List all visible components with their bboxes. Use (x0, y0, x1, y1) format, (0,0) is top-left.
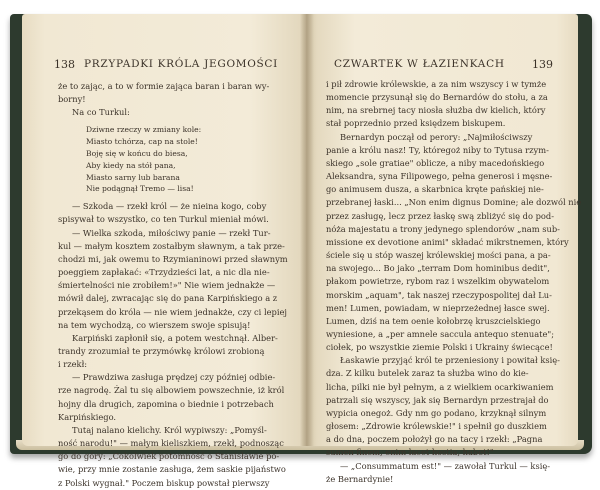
text-line: Łaskawie przyjąć król te przeniesiony i powitał księ- (340, 355, 560, 366)
text-line: trandy zrozumiał te przymówkę królowi zrobioną (58, 345, 265, 356)
text-line: Aby kiedy na stół pana, (86, 160, 176, 170)
text-line: wypicia onegoż. Gdy nm go podano, krzyknął silnym (326, 407, 547, 418)
text-line: Nie podągnął Tremo — lisa! (86, 184, 194, 194)
text-line: spisywał to wszystko, co ten Turkul mieniał mówi. (58, 214, 269, 225)
text-line: Na co Turkul: (72, 107, 130, 118)
text-line: go animusem dusza, a skarbnica kręte pańskiej nie- (326, 184, 544, 195)
text-line: głosem: „Zdrowie królewskie!" i spełnił go duszkiem (326, 421, 547, 432)
right-page-text (326, 78, 582, 486)
book-gutter (300, 14, 314, 446)
text-line: ność narodu!" — małym kieliszkiem, rzekł, podnosząc (58, 438, 284, 449)
text-line: że to zając, a to w formie zająca baran i baran wy- (58, 81, 270, 91)
text-line: na swojego... Bo jako „terram Dom hominibus dedit", (326, 263, 550, 274)
text-line: na tem wychodzą, co wierszem swoje spisują! (58, 319, 251, 330)
left-page (22, 14, 308, 488)
text-line: wie, przy mnie zostanie zasługa, żem saskie pijaństwo (58, 464, 286, 475)
text-line: przebranej łaski... „Non enim dignus Domine; ale dozwól nie (326, 197, 582, 208)
text-line: go do góry: „Cokolwiek potomność o Stanisławie po- (58, 451, 280, 462)
text-line: panie a królu nasz! Ty, któregoż niby to Tytusa rzym- (326, 144, 549, 155)
text-line: dza. Z kilku butelek zaraz ta służba wino do kie- (326, 368, 529, 379)
text-line: sumen finem, enim lacet hostia, habet!" (326, 447, 494, 458)
text-line: Bernardyn począł od perory: „Najmiłościwszy (340, 131, 533, 142)
text-line: mówił dalej, zwracając się do pana Karpińskiego a z (58, 293, 278, 304)
text-line: missione ex devotione animi" składać mikrstnemen, który (326, 236, 569, 247)
text-line: momencie przysunął się do Bernardów do stołu, a za (326, 92, 548, 103)
text-line: chodzi mi, jak owemu to Rzymianinowi przed sławnym (58, 253, 288, 264)
text-line: — Prawdziwa zasługa prędzej czy później odbie- (72, 372, 276, 383)
right-page-number: 139 (532, 58, 553, 71)
text-line: licha, pilki nie był pełnym, a z wielkiem ocarkiwaniem (326, 381, 554, 392)
text-line: Dziwne rzeczy w zmiany kole: (86, 125, 202, 135)
text-line: — „Consummatum est!" — zawołał Turkul — księ- (340, 460, 551, 471)
text-line: Miasto sarny lub barana (86, 172, 180, 182)
text-line: śmiertelności nie zrobiłem!»" Nie wiem jednakże — (58, 280, 276, 291)
text-line: Karpiński zapłonił się, a potem westchnął. Alber- (72, 332, 278, 343)
text-line: rze nagrodę. Żal tu się albowiem powszechnie, iż król (58, 385, 285, 396)
text-line: a do dna, poczem położył go na tacy i rzekł: „Pagna (326, 434, 543, 445)
left-page-text (58, 80, 290, 490)
text-line: patrzali się wszyscy, jak się Bernardyn przestrajał do (326, 394, 549, 405)
text-line: Aleksandra, syna Filipowego, pełna generosi i męsne- (326, 171, 553, 182)
text-line: — Wielka szkoda, miłościwy panie — rzekł Tur- (72, 227, 271, 238)
text-line: Tutaj nalano kielichy. Król wypiwszy: „Pomyśl- (72, 424, 267, 435)
text-line: Boję się w końcu do biesa, (86, 149, 188, 159)
text-line: wyniesione, a „per amnele saccula antequo stenuate"; (326, 328, 554, 339)
left-running-title: PRZYPADKI KRÓLA JEGOMOŚCI (84, 58, 278, 70)
text-line: ściele się u stóp waszej królewskiej mości pana, a pa- (326, 250, 551, 261)
text-line: skiego „sole gratiae" oblicze, a niby macedońskiego (326, 157, 545, 168)
text-line: poeggiem zapłakać: «Trzydzieści lat, a nic dla nie- (58, 267, 270, 278)
text-line: nóża majestatu a trony jedynego splendorów „nam sub- (326, 223, 560, 234)
text-line: że Bernardynie! (326, 473, 394, 484)
text-line: przekąsem do króla — nie wiem jednakże, czy ci lepiej (58, 306, 287, 317)
text-line: ciołek, po wszystkie ziemie Polski i Ukrainy świecące! (326, 342, 553, 353)
left-page-number: 138 (54, 58, 75, 71)
text-line: z Polski wygnał." Poczem biskup powstał pierwszy (58, 477, 270, 488)
right-running-title: CZWARTEK W ŁAZIENKACH (334, 58, 505, 70)
text-line: i pił zdrowie królewskie, a za nim wszyscy i w tymże (326, 79, 547, 89)
text-line: przez zasługę, lecz przez łaskę swą zbliżyć się do pod- (326, 210, 555, 221)
text-line: Miasto tchórza, cap na stole! (86, 137, 198, 147)
text-line: — Szkoda — rzekł król — że nieina kogo, coby (72, 201, 267, 212)
text-line: hojny dla drugich, zapomina o biednie i potrzebach (58, 398, 274, 409)
text-line: borny! (58, 94, 86, 105)
text-line: płakom powietrze, rybom raz i wszelkim obywatelom (326, 276, 550, 287)
text-line: Karpińskiego. (58, 411, 117, 422)
text-line: kul — małym kosztem zostałbym sławnym, a tak prze- (58, 240, 285, 251)
text-line: stał poprzednio przed księdzem biskupem. (326, 118, 506, 129)
text-line: men! Lumen, powiadam, w nieprzeżednej łasce swej. (326, 302, 550, 313)
right-page (306, 14, 582, 484)
text-line: Lumen, dziś na tem oenie kołobrzę kruszcielskiego (326, 315, 541, 326)
text-line: morskim „aquam", tak naszej rzeczypospolitej dał Lu- (326, 289, 552, 300)
text-line: i rzekł: (58, 359, 88, 370)
text-line: nim, na srebrnej tacy niosła służba dw kielich, który (326, 105, 546, 116)
